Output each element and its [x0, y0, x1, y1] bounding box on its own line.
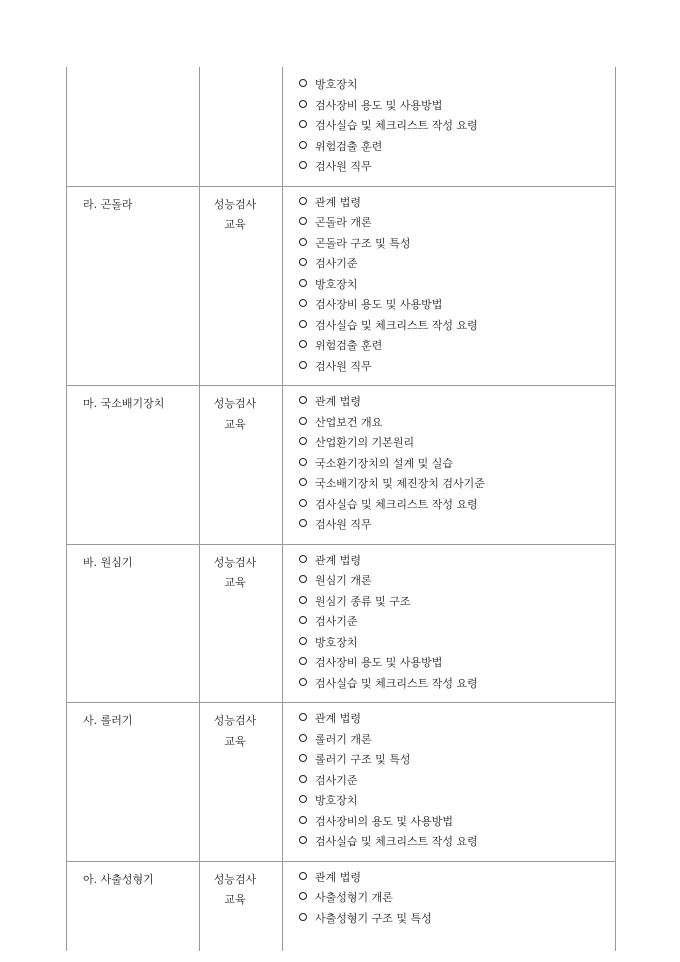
training-type: [200, 69, 282, 77]
list-item: [299, 336, 615, 357]
items-cell: [283, 544, 616, 703]
list-item-text: 검사실습 및 체크리스트 작성 요령: [315, 497, 478, 511]
table-body: [67, 67, 616, 951]
list-item: [299, 392, 615, 413]
list-item-text: 곤돌라 구조 및 특성: [315, 236, 411, 250]
item-list: [283, 703, 615, 861]
item-list: [283, 187, 615, 386]
list-item: [299, 474, 615, 495]
list-item: [299, 868, 615, 889]
circle-bullet-icon: [299, 892, 307, 900]
circle-bullet-icon: [299, 775, 307, 783]
list-item: [299, 116, 615, 137]
training-type-line: 교육: [224, 576, 246, 589]
training-type: [200, 862, 282, 911]
list-item-text: 위험검출 훈련: [315, 139, 383, 153]
list-item: [299, 592, 615, 613]
list-item-text: 검사장비의 용도 및 사용방법: [315, 814, 454, 828]
circle-bullet-icon: [299, 657, 307, 665]
list-item-text: 검사기준: [315, 773, 358, 787]
list-item-text: 검사실습 및 체크리스트 작성 요령: [315, 676, 478, 690]
list-item-text: 검사장비 용도 및 사용방법: [315, 98, 443, 112]
list-item-text: 방호장치: [315, 78, 358, 91]
list-item: [299, 234, 615, 255]
list-item: [299, 295, 615, 316]
items-cell: [283, 703, 616, 862]
table-row: [67, 861, 616, 951]
list-item: [299, 909, 615, 930]
item-list: [283, 386, 615, 544]
training-type-line: 교육: [224, 734, 246, 748]
circle-bullet-icon: [299, 637, 307, 645]
training-type-cell: [200, 544, 283, 703]
list-item: [299, 612, 615, 633]
circle-bullet-icon: [299, 913, 307, 921]
list-item: [299, 709, 615, 730]
list-item-text: 위험검출 훈련: [315, 339, 383, 352]
list-item-text: 산업환기의 기본원리: [315, 436, 415, 449]
circle-bullet-icon: [299, 575, 307, 583]
list-item: [299, 275, 615, 296]
training-type-line: 성능검사: [213, 872, 257, 886]
training-type: [200, 187, 282, 236]
list-item-text: 검사원 직무: [315, 518, 372, 531]
list-item: [299, 750, 615, 771]
list-item: [299, 674, 615, 695]
list-item-text: 관계 법령: [315, 870, 362, 884]
list-item: [299, 254, 615, 275]
circle-bullet-icon: [299, 437, 307, 445]
circle-bullet-icon: [299, 519, 307, 527]
list-item-text: 방호장치: [315, 635, 358, 649]
list-item: [299, 551, 615, 572]
list-item-text: 방호장치: [315, 794, 358, 807]
circle-bullet-icon: [299, 417, 307, 425]
circle-bullet-icon: [299, 816, 307, 824]
list-item-text: 곤돌라 개론: [315, 216, 372, 229]
list-item: [299, 653, 615, 674]
list-item: [299, 96, 615, 117]
circle-bullet-icon: [299, 238, 307, 246]
category-label: 마. 국소배기장치: [83, 397, 165, 410]
list-item: [299, 193, 615, 214]
list-item-text: 원심기 종류 및 구조: [315, 594, 411, 608]
training-type: [200, 703, 282, 752]
training-type: [200, 386, 282, 435]
list-item-text: 검사장비 용도 및 사용방법: [315, 298, 443, 311]
category-cell: [67, 67, 200, 186]
circle-bullet-icon: [299, 396, 307, 404]
list-item-text: 관계 법령: [315, 195, 362, 209]
training-type-line: 성능검사: [213, 555, 257, 569]
list-item-text: 검사실습 및 체크리스트 작성 요령: [315, 835, 478, 848]
category-label: 라. 곤돌라: [83, 197, 133, 211]
list-item-text: 국소배기장치 및 제진장치 검사기준: [315, 477, 485, 490]
list-item: [299, 571, 615, 592]
circle-bullet-icon: [299, 872, 307, 880]
list-item: [299, 157, 615, 178]
circle-bullet-icon: [299, 299, 307, 307]
circle-bullet-icon: [299, 836, 307, 844]
category-label: 바. 원심기: [83, 555, 133, 569]
category-cell: [67, 861, 200, 951]
items-cell: [283, 67, 616, 186]
category-cell: [67, 544, 200, 703]
circle-bullet-icon: [299, 197, 307, 205]
circle-bullet-icon: [299, 217, 307, 225]
list-item: [299, 75, 615, 96]
list-item-text: 검사실습 및 체크리스트 작성 요령: [315, 119, 478, 132]
list-item-text: 롤러기 개론: [315, 732, 372, 746]
table-row: [67, 186, 616, 386]
circle-bullet-icon: [299, 79, 307, 87]
circle-bullet-icon: [299, 141, 307, 149]
circle-bullet-icon: [299, 100, 307, 108]
category-label: 아. 사출성형기: [83, 872, 154, 886]
list-item: [299, 357, 615, 378]
circle-bullet-icon: [299, 596, 307, 604]
list-item: [299, 633, 615, 654]
items-cell: [283, 186, 616, 386]
training-type-cell: [200, 386, 283, 545]
circle-bullet-icon: [299, 340, 307, 348]
table-row: [67, 544, 616, 703]
list-item: [299, 316, 615, 337]
circle-bullet-icon: [299, 754, 307, 762]
circle-bullet-icon: [299, 555, 307, 563]
circle-bullet-icon: [299, 258, 307, 266]
training-type-cell: [200, 861, 283, 951]
item-list: [283, 69, 615, 186]
list-item: [299, 791, 615, 812]
list-item-text: 검사실습 및 체크리스트 작성 요령: [315, 318, 478, 332]
table-row: [67, 386, 616, 545]
circle-bullet-icon: [299, 161, 307, 169]
list-item: [299, 515, 615, 536]
circle-bullet-icon: [299, 734, 307, 742]
list-item: [299, 888, 615, 909]
list-item: [299, 832, 615, 853]
list-item-text: 롤러기 구조 및 특성: [315, 753, 411, 766]
list-item: [299, 413, 615, 434]
circle-bullet-icon: [299, 616, 307, 624]
circle-bullet-icon: [299, 120, 307, 128]
list-item-text: 관계 법령: [315, 395, 362, 408]
circle-bullet-icon: [299, 478, 307, 486]
list-item-text: 검사원 직무: [315, 359, 372, 373]
list-item: [299, 433, 615, 454]
list-item-text: 관계 법령: [315, 553, 362, 567]
training-type-line: 교육: [224, 417, 246, 431]
list-item-text: 검사장비 용도 및 사용방법: [315, 656, 443, 669]
list-item: [299, 812, 615, 833]
circle-bullet-icon: [299, 499, 307, 507]
list-item-text: 원심기 개론: [315, 574, 372, 587]
list-item-text: 사출성형기 개론: [315, 891, 393, 904]
list-item-text: 검사기준: [315, 615, 358, 628]
item-list: [283, 545, 615, 703]
list-item: [299, 730, 615, 751]
list-item-text: 사출성형기 구조 및 특성: [315, 911, 432, 925]
table-row: [67, 703, 616, 862]
list-item-text: 산업보건 개요: [315, 415, 383, 429]
training-type-cell: [200, 67, 283, 186]
list-item-text: 검사기준: [315, 257, 358, 270]
training-type-line: 교육: [224, 893, 246, 906]
training-type-cell: [200, 703, 283, 862]
circle-bullet-icon: [299, 678, 307, 686]
training-type-line: 성능검사: [213, 197, 257, 211]
item-list: [283, 862, 615, 952]
circle-bullet-icon: [299, 713, 307, 721]
training-type-line: 성능검사: [213, 714, 257, 727]
circle-bullet-icon: [299, 320, 307, 328]
items-cell: [283, 386, 616, 545]
list-item: [299, 137, 615, 158]
items-cell: [283, 861, 616, 951]
training-type-line: 성능검사: [213, 397, 257, 410]
list-item-text: 방호장치: [315, 277, 358, 291]
curriculum-table: [66, 67, 616, 951]
circle-bullet-icon: [299, 361, 307, 369]
list-item: [299, 771, 615, 792]
category-cell: [67, 386, 200, 545]
list-item: [299, 454, 615, 475]
list-item-text: 국소환기장치의 설계 및 실습: [315, 456, 454, 470]
circle-bullet-icon: [299, 279, 307, 287]
list-item: [299, 495, 615, 516]
list-item-text: 관계 법령: [315, 712, 362, 725]
training-type: [200, 545, 282, 594]
circle-bullet-icon: [299, 795, 307, 803]
list-item-text: 검사원 직무: [315, 160, 372, 173]
table-row: [67, 67, 616, 186]
category-label: 사. 롤러기: [83, 714, 133, 727]
training-type-line: 교육: [224, 218, 246, 231]
category-label: [67, 69, 199, 77]
training-type-cell: [200, 186, 283, 386]
category-cell: [67, 186, 200, 386]
circle-bullet-icon: [299, 458, 307, 466]
category-cell: [67, 703, 200, 862]
list-item: [299, 213, 615, 234]
